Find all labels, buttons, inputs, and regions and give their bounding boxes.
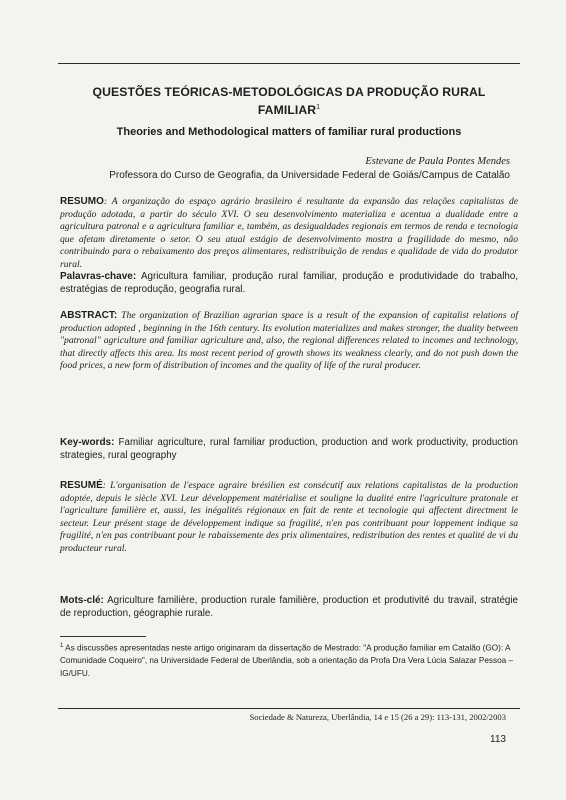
author-affiliation: Professora do Curso de Geografia, da Universidade Federal de Goiás/Campus de Catalão (109, 170, 510, 181)
palavras-chave-label: Palavras-chave: (60, 271, 137, 282)
palavras-chave-text: Agricultura familiar, produção rural familiar, produção e produtividade do trabalho, estratégias de reprodução, geografia rural. (60, 271, 518, 295)
page-number: 113 (490, 734, 506, 745)
resume-section (60, 480, 518, 556)
resume-label: RESUMÉ (60, 480, 103, 491)
resume-text: : L'organisation de l'espace agraire brésilien est consécutif aux relations capitalistas de la production adoptée, depuis le siècle XVI. Leur développement matérialise et souligne la dualité entre l'agriculture pratonale et l'agriculture familière et, aussi, les inégalités régionaux en fait de rente et tecnologie qui affectent directment le secteur. Leur présent stage de développement indique sa fragilité, n'en pas contribuant pour loppement indique sa fragilité, n'en pas contribuant pour le rabaissemente des prix alimentaires, redistribution des rentes et qualité de vi du producteur rural. (60, 480, 518, 554)
resumo-text: : A organização do espaço agrário brasileiro é resultante da expansão das relações capitalistas de produção adotada, a partir do século XVI. O seu desenvolvimento materializa e acentua a dualidade entre a agricultura patronal e a agricultura familiar e, também, as desigualdades regionais em termos de renda e tecnologia que afetam diretamente o setor. O seu atual estágio de desenvolvimento mostra a fragilidade do mesmo, não contribuindo para o rebaixamento dos preços alimentares, redistribuição de rendas e qualidade de vida do produtor rural. (60, 196, 518, 270)
mots-cle-label: Mots-clé: (60, 595, 104, 606)
abstract-section (60, 310, 518, 373)
author-name: Estevane de Paula Pontes Mendes (365, 156, 510, 167)
bottom-rule (58, 708, 520, 709)
article-title-text: QUESTÕES TEÓRICAS-METODOLÓGICAS DA PRODUÇÃO RURAL FAMILIAR (92, 85, 486, 118)
mots-cle-text: Agriculture familière, production rurale familière, production et produtivité du travail, stratégie de reproduction, géographie rurale. (60, 595, 518, 619)
top-rule (58, 63, 520, 64)
palavras-chave-section (60, 270, 518, 296)
abstract-text: The organization of Brazilian agrarian space is a result of the expansion of capitalist relations of production adopted , beginning in the 16th century. Its evolution materializes and makes stronger, the duality between "patronal" agriculture and familiar agriculture and, also, the regional differences related to incomes and technology, that directly affects this area. Its most recent period of growth shows its weakness clearly, and do not push down the food prices, a new form of distribution of incomes and the quality of life of the rural producer. (60, 310, 518, 372)
article-subtitle: Theories and Methodological matters of familiar rural productions (116, 126, 462, 138)
journal-citation: Sociedade & Natureza, Uberlândia, 14 e 15 (26 a 29): 113-131, 2002/2003 (249, 712, 506, 722)
footnote-mark: 1 (60, 643, 64, 649)
keywords-label: Key-words: (60, 437, 115, 448)
mots-cle-section (60, 594, 518, 620)
keywords-section (60, 436, 518, 462)
footnote-rule (60, 636, 146, 637)
title-footnote-mark: 1 (316, 104, 321, 111)
footnote (60, 640, 520, 680)
resumo-section (60, 196, 518, 272)
abstract-label: ABSTRACT: (60, 310, 118, 321)
keywords-text: Familiar agriculture, rural familiar production, production and work productivity, production strategies, rural geography (60, 437, 518, 461)
footnote-text: As discussões apresentadas neste artigo originaram da dissertação de Mestrado: "A produção familiar em Catalão (GO): A Comunidade Coqueiro", na Universidade Federal de Uberlândia, sob a orientação da Profa Dra Vera Lúcia Salazar Pessoa – IG/UFU. (60, 643, 514, 678)
resumo-label: RESUMO (60, 196, 104, 207)
article-title (60, 84, 518, 118)
